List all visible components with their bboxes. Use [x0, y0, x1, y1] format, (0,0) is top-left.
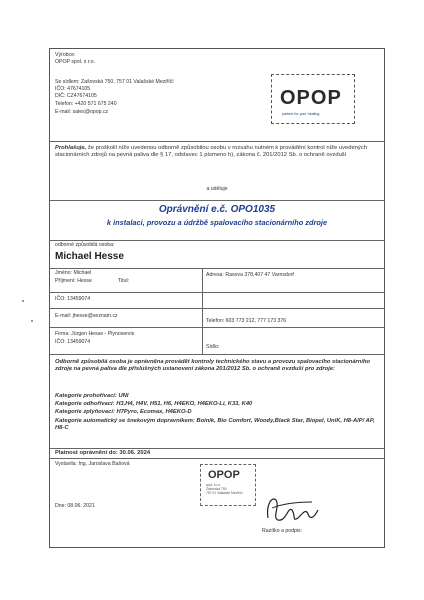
divider	[49, 268, 385, 269]
issuer-phone: Telefon: +420 571 675 240	[55, 101, 117, 107]
stamp-line-2: Zašovská 750	[206, 487, 227, 491]
firm-name: Firma: Jürgen Hesse - Plynoservis	[55, 331, 135, 337]
issuer-name: OPOP spol. s r.o.	[55, 59, 95, 65]
surname: Příjmení: Hesse	[55, 278, 92, 284]
authorization-intro: Odborně způsobilá osoba je oprávněna provádět kontroly technického stavu a provozu spalovacího stacionárního zdroje na pevná paliva dle příslušných ustanovení zákona 201/2012 Sb. o ochraně ovzduší pro zdroje:	[55, 359, 371, 373]
divider	[49, 240, 385, 241]
declaration-lead: Prohlašuje,	[55, 145, 87, 151]
divider	[49, 200, 385, 201]
issuer-label: Výrobce:	[55, 52, 76, 58]
scan-speck	[22, 300, 24, 302]
firm-ico: IČO: 13459074	[55, 339, 91, 345]
issue-date: Dne: 08.06. 2021	[55, 503, 95, 509]
category-1: Kategorie prohořívací: UNI	[55, 393, 129, 399]
divider	[49, 308, 385, 309]
signature-label: Razítko a podpis:	[262, 528, 303, 534]
issuer-email: E-mail: sales@opop.cz	[55, 109, 109, 115]
issued-by: Vystavila: Ing. Jaroslava Bašová	[55, 461, 130, 467]
permit-title: Oprávnění e.č. OPO1035	[158, 204, 276, 215]
issuer-dic: DIČ: CZ47674105	[55, 93, 97, 99]
category-4: Kategorie automatický se šnekovým dopravníkem: Boinik, Bio Comfort, Woody,Black Star, Biopel, UniK, H8-A/P/ AP, H8-C	[55, 418, 375, 432]
category-2: Kategorie odhořívací: H3,H4, H4V, H51, H6, H4EKO, H4EKO-Li, K33, K40	[55, 401, 253, 407]
stamp-line-3: 757 01 Valašské Meziříčí	[206, 491, 243, 495]
divider	[49, 141, 385, 142]
logo-wordmark: OPOP	[280, 87, 342, 109]
permit-subtitle: k instalaci, provozu a údržbě spalovacího stacionárního zdroje	[106, 218, 328, 227]
divider	[49, 292, 385, 293]
logo-tagline: partner for your heating	[282, 112, 320, 116]
person-phone: Telefon: 603 773 212, 777 173 376	[206, 318, 287, 324]
divider	[49, 448, 385, 449]
company-stamp	[200, 464, 256, 506]
column-divider	[202, 268, 203, 354]
divider	[49, 327, 385, 328]
divider	[49, 354, 385, 355]
stamp-wordmark: OPOP	[208, 469, 240, 481]
person-section-label: odborně způsobilá osoba:	[55, 242, 115, 248]
declaration-text	[55, 145, 377, 160]
person-ico: IČO: 13459074	[55, 296, 91, 302]
scan-speck	[31, 320, 33, 322]
grants-text: a uděluje	[206, 186, 228, 192]
issuer-address: Se sídlem: Zašovská 750, 757 01 Valašské Meziříčí	[55, 79, 174, 85]
degree-label: Titul:	[118, 278, 130, 284]
company-logo	[271, 74, 355, 124]
divider	[49, 458, 385, 459]
category-3: Kategorie zplyňovací: H7Pyro, Ecomax, H4EKO-D	[55, 409, 192, 415]
first-name: Jméno: Michael	[55, 270, 92, 276]
declaration-body: že proškolil níže uvedenou odborně způsobilou osobu v rozsahu nutném k provádění kontrol níže uvedených stacionárních zdrojů na pevná paliva dle § 17, odstavec 1 písmeno h), zákona č. 201/2012 Sb. o ochraně ovzduší	[55, 145, 367, 159]
person-email: E-mail: jhesse@seznam.cz	[55, 313, 118, 319]
person-full-name: Michael Hesse	[55, 251, 124, 262]
person-address: Adresa: Rasova 378,407 47 Varnsdorf	[206, 272, 294, 278]
validity-date: Platnost oprávnění do: 30.06. 2024	[55, 450, 151, 456]
issuer-ico: IČO: 47674105	[55, 86, 91, 92]
handwritten-signature	[262, 490, 322, 528]
seat-label: Sídlo:	[206, 344, 220, 350]
stamp-line-1: spol. s r.o.	[206, 483, 222, 487]
